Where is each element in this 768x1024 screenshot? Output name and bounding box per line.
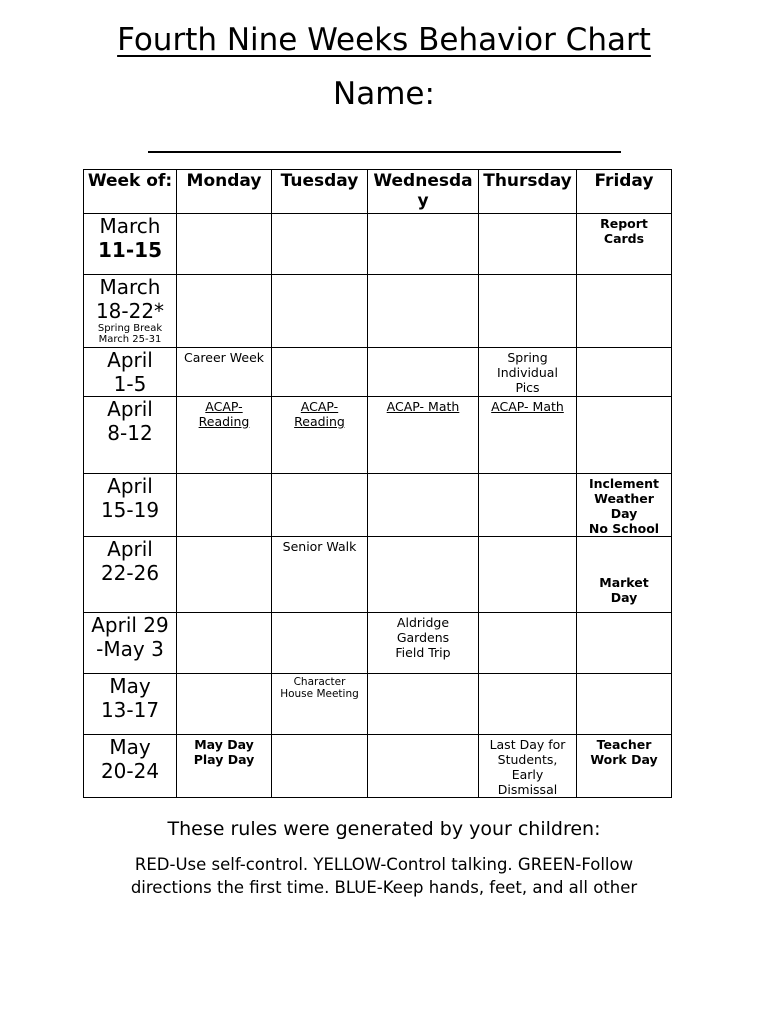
day-cell-monday[interactable] [177, 397, 272, 474]
day-cell-thursday[interactable] [479, 613, 577, 674]
week-of-cell [84, 474, 177, 537]
week-label-line: May [109, 735, 151, 759]
table-row [84, 474, 672, 537]
day-cell-monday[interactable] [177, 348, 272, 397]
week-label-line: 8-12 [107, 421, 153, 445]
calendar-event [370, 613, 476, 660]
day-cell-friday[interactable] [577, 348, 672, 397]
day-cell-thursday[interactable] [479, 674, 577, 735]
calendar-event [274, 397, 365, 429]
day-cell-wednesday[interactable] [368, 474, 479, 537]
table-row [84, 613, 672, 674]
behavior-chart-table [83, 169, 672, 798]
day-cell-monday[interactable] [177, 613, 272, 674]
calendar-event [481, 397, 574, 414]
week-label-line: 15-19 [100, 498, 160, 522]
day-cell-friday[interactable] [577, 674, 672, 735]
event-text-line: Reading [198, 414, 250, 429]
table-header-row [84, 170, 672, 214]
day-cell-thursday[interactable] [479, 397, 577, 474]
calendar-event [481, 348, 574, 395]
week-label-line: March [99, 275, 161, 299]
event-text-line: Pics [515, 380, 540, 395]
day-cell-thursday[interactable] [479, 537, 577, 613]
day-cell-thursday[interactable] [479, 214, 577, 275]
header-week-of: Week of: [84, 170, 177, 214]
week-label-line: April [107, 348, 153, 372]
day-cell-friday[interactable] [577, 397, 672, 474]
day-cell-tuesday[interactable] [272, 397, 368, 474]
day-cell-friday[interactable] [577, 474, 672, 537]
event-text-line: May Day [194, 737, 254, 752]
day-cell-friday[interactable] [577, 275, 672, 348]
day-cell-friday[interactable] [577, 537, 672, 613]
week-of-cell [84, 275, 177, 348]
week-label-line: 18-22* [95, 299, 165, 323]
week-label-line: April [107, 397, 153, 421]
day-cell-wednesday[interactable] [368, 674, 479, 735]
calendar-event [274, 537, 365, 554]
week-label-line: 13-17 [100, 698, 160, 722]
event-text-line: Students, [497, 752, 558, 767]
calendar-event [179, 735, 269, 767]
event-text-line: Senior Walk [282, 539, 357, 554]
week-of-cell [84, 214, 177, 275]
header-monday: Monday [177, 170, 272, 214]
week-label-line: 11-15 [98, 238, 162, 262]
week-of-cell [84, 735, 177, 798]
day-cell-tuesday[interactable] [272, 275, 368, 348]
event-text-line: ACAP- [300, 399, 339, 414]
header-tuesday: Tuesday [272, 170, 368, 214]
calendar-event [579, 214, 669, 246]
week-label-line: May [109, 674, 151, 698]
event-text-line: Reading [294, 414, 345, 429]
day-cell-wednesday[interactable] [368, 613, 479, 674]
table-row [84, 397, 672, 474]
day-cell-tuesday[interactable] [272, 735, 368, 798]
day-cell-thursday[interactable] [479, 348, 577, 397]
event-text-line: ACAP- [205, 399, 243, 414]
name-label: Name: [333, 76, 435, 112]
week-label-line: 22-26 [100, 561, 160, 585]
event-text-line: House Meeting [280, 688, 359, 700]
day-cell-monday[interactable] [177, 537, 272, 613]
calendar-event [481, 735, 574, 797]
calendar-event [579, 474, 669, 536]
event-text-line: Day [610, 506, 638, 521]
day-cell-tuesday[interactable] [272, 348, 368, 397]
week-label-line: 20-24 [100, 759, 160, 783]
event-text-line: Dismissal [497, 782, 558, 797]
event-text-line: Individual [497, 365, 558, 380]
day-cell-thursday[interactable] [479, 474, 577, 537]
day-cell-tuesday[interactable] [272, 613, 368, 674]
day-cell-wednesday[interactable] [368, 275, 479, 348]
day-cell-thursday[interactable] [479, 275, 577, 348]
day-cell-monday[interactable] [177, 735, 272, 798]
week-of-cell [84, 348, 177, 397]
day-cell-monday[interactable] [177, 214, 272, 275]
header-thursday: Thursday [479, 170, 577, 214]
day-cell-tuesday[interactable] [272, 474, 368, 537]
header-wednesday: Wednesday [368, 170, 479, 214]
day-cell-monday[interactable] [177, 275, 272, 348]
name-blank-line[interactable] [148, 151, 621, 153]
day-cell-tuesday[interactable] [272, 537, 368, 613]
week-of-cell [84, 397, 177, 474]
event-text-line: Gardens [396, 630, 450, 645]
event-text-line: Day [610, 590, 638, 605]
week-label-line: April [107, 474, 153, 498]
calendar-event [179, 348, 269, 365]
week-of-cell [84, 537, 177, 613]
event-text-line: Aldridge [396, 615, 450, 630]
event-text-line: No School [588, 521, 660, 536]
calendar-event [179, 397, 269, 429]
calendar-event [579, 537, 669, 605]
week-label-line: April [107, 537, 153, 561]
event-text-line: Last Day for [489, 737, 566, 752]
day-cell-wednesday[interactable] [368, 537, 479, 613]
table-row [84, 348, 672, 397]
event-text-line: Career Week [184, 350, 264, 365]
day-cell-tuesday[interactable] [272, 674, 368, 735]
event-text-line: Market [599, 575, 649, 590]
event-text-line: ACAP- Math [491, 399, 564, 414]
event-text-line: Early [511, 767, 544, 782]
table-row [84, 275, 672, 348]
calendar-event [274, 674, 365, 700]
day-cell-tuesday[interactable] [272, 214, 368, 275]
table-row [84, 537, 672, 613]
day-cell-wednesday[interactable] [368, 735, 479, 798]
week-label-line: April 29 [91, 613, 169, 637]
week-label-line: -May 3 [96, 637, 164, 661]
event-text-line: Field Trip [395, 645, 451, 660]
week-note: Spring Break March 25-31 [97, 323, 163, 345]
day-cell-wednesday[interactable] [368, 214, 479, 275]
event-text-line: Report [600, 216, 648, 231]
day-cell-thursday[interactable] [479, 735, 577, 798]
event-text-line: Play Day [193, 752, 255, 767]
week-of-cell [84, 674, 177, 735]
day-cell-monday[interactable] [177, 474, 272, 537]
day-cell-wednesday[interactable] [368, 348, 479, 397]
event-text-line: Weather [594, 491, 654, 506]
event-text-line: Teacher [596, 737, 652, 752]
calendar-event [579, 735, 669, 767]
day-cell-monday[interactable] [177, 674, 272, 735]
day-cell-friday[interactable] [577, 735, 672, 798]
day-cell-friday[interactable] [577, 214, 672, 275]
event-text-line: ACAP- Math [386, 399, 460, 414]
event-text-line: Spring [507, 350, 548, 365]
day-cell-friday[interactable] [577, 613, 672, 674]
table-row [84, 674, 672, 735]
event-text-line: Work Day [590, 752, 658, 767]
week-of-cell [84, 613, 177, 674]
day-cell-wednesday[interactable] [368, 397, 479, 474]
calendar-event [370, 397, 476, 414]
week-label-line: March [99, 214, 161, 238]
rules-heading: These rules were generated by your children: [167, 818, 601, 840]
rules-text: RED-Use self-control. YELLOW-Control talking. GREEN-Follow directions the first time. BLUE-Keep hands, feet, and all other [130, 855, 638, 897]
event-text-line: Cards [603, 231, 645, 246]
event-text-line: Inclement [588, 476, 660, 491]
event-text-line: Character [293, 676, 346, 688]
week-label-line: 1-5 [113, 372, 147, 396]
page-title: Fourth Nine Weeks Behavior Chart [117, 22, 651, 58]
table-row [84, 214, 672, 275]
table-row [84, 735, 672, 798]
header-friday: Friday [577, 170, 672, 214]
